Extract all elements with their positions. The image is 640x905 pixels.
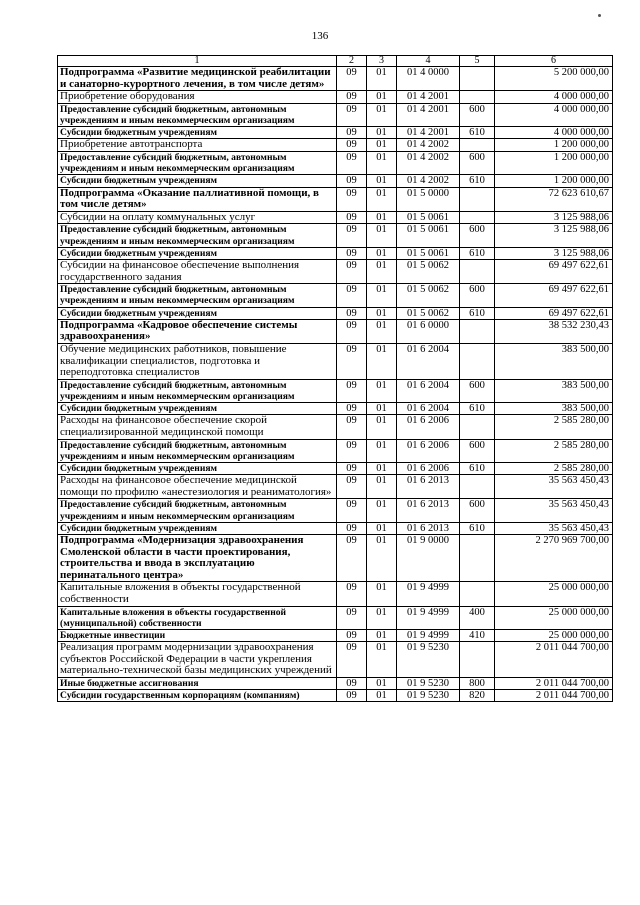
subsection-cell: 01 bbox=[367, 629, 397, 641]
target-code-cell: 01 6 2013 bbox=[397, 499, 460, 522]
description-cell: Субсидии бюджетным учреждениям bbox=[58, 522, 337, 534]
table-row bbox=[58, 103, 613, 126]
section-cell: 09 bbox=[337, 629, 367, 641]
expense-type-cell: 820 bbox=[460, 690, 495, 702]
subsection-cell: 01 bbox=[367, 499, 397, 522]
amount-cell: 38 532 230,43 bbox=[495, 319, 613, 343]
table-body bbox=[58, 67, 613, 702]
table-row bbox=[58, 606, 613, 629]
expense-type-cell bbox=[460, 319, 495, 343]
section-cell: 09 bbox=[337, 606, 367, 629]
target-code-cell: 01 5 0061 bbox=[397, 247, 460, 259]
description-cell: Субсидии бюджетным учреждениям bbox=[58, 403, 337, 415]
target-code-cell: 01 9 4999 bbox=[397, 606, 460, 629]
description-cell: Субсидии государственным корпорациям (компаниям) bbox=[58, 690, 337, 702]
description-cell: Подпрограмма «Кадровое обеспечение системы здравоохранения» bbox=[58, 319, 337, 343]
description-cell: Бюджетные инвестиции bbox=[58, 629, 337, 641]
budget-table bbox=[57, 55, 613, 702]
table-row bbox=[58, 499, 613, 522]
section-cell: 09 bbox=[337, 187, 367, 211]
target-code-cell: 01 9 4999 bbox=[397, 629, 460, 641]
subsection-cell: 01 bbox=[367, 522, 397, 534]
table-row bbox=[58, 175, 613, 187]
expense-type-cell: 600 bbox=[460, 499, 495, 522]
target-code-cell: 01 5 0062 bbox=[397, 259, 460, 283]
expense-type-cell bbox=[460, 582, 495, 606]
target-code-cell: 01 9 5230 bbox=[397, 677, 460, 689]
table-row bbox=[58, 187, 613, 211]
subsection-cell: 01 bbox=[367, 151, 397, 174]
target-code-cell: 01 4 2002 bbox=[397, 151, 460, 174]
amount-cell: 1 200 000,00 bbox=[495, 139, 613, 152]
amount-cell: 3 125 988,06 bbox=[495, 247, 613, 259]
amount-cell: 4 000 000,00 bbox=[495, 91, 613, 104]
section-cell: 09 bbox=[337, 103, 367, 126]
table-row bbox=[58, 582, 613, 606]
description-cell: Субсидии бюджетным учреждениям bbox=[58, 247, 337, 259]
section-cell: 09 bbox=[337, 415, 367, 439]
amount-cell: 35 563 450,43 bbox=[495, 522, 613, 534]
subsection-cell: 01 bbox=[367, 403, 397, 415]
amount-cell: 3 125 988,06 bbox=[495, 224, 613, 247]
target-code-cell: 01 6 2004 bbox=[397, 403, 460, 415]
description-cell: Предоставление субсидий бюджетным, автономным учреждениям и иным некоммерческим организациям bbox=[58, 284, 337, 307]
amount-cell: 383 500,00 bbox=[495, 403, 613, 415]
section-cell: 09 bbox=[337, 642, 367, 678]
target-code-cell: 01 6 0000 bbox=[397, 319, 460, 343]
subsection-cell: 01 bbox=[367, 475, 397, 499]
header-cell-5: 5 bbox=[460, 56, 495, 67]
table-row bbox=[58, 67, 613, 91]
amount-cell: 383 500,00 bbox=[495, 343, 613, 379]
section-cell: 09 bbox=[337, 439, 367, 462]
expense-type-cell: 600 bbox=[460, 224, 495, 247]
table-row bbox=[58, 629, 613, 641]
target-code-cell: 01 6 2006 bbox=[397, 415, 460, 439]
amount-cell: 2 011 044 700,00 bbox=[495, 690, 613, 702]
subsection-cell: 01 bbox=[367, 343, 397, 379]
subsection-cell: 01 bbox=[367, 259, 397, 283]
table-row bbox=[58, 439, 613, 462]
amount-cell: 5 200 000,00 bbox=[495, 67, 613, 91]
page-number: 136 bbox=[311, 30, 329, 42]
amount-cell: 72 623 610,67 bbox=[495, 187, 613, 211]
table-row bbox=[58, 307, 613, 319]
subsection-cell: 01 bbox=[367, 642, 397, 678]
amount-cell: 69 497 622,61 bbox=[495, 259, 613, 283]
expense-type-cell bbox=[460, 187, 495, 211]
expense-type-cell: 610 bbox=[460, 462, 495, 474]
amount-cell: 35 563 450,43 bbox=[495, 475, 613, 499]
description-cell: Субсидии на финансовое обеспечение выполнения государственного задания bbox=[58, 259, 337, 283]
subsection-cell: 01 bbox=[367, 319, 397, 343]
amount-cell: 69 497 622,61 bbox=[495, 307, 613, 319]
expense-type-cell: 610 bbox=[460, 175, 495, 187]
subsection-cell: 01 bbox=[367, 606, 397, 629]
table-row bbox=[58, 677, 613, 689]
amount-cell: 25 000 000,00 bbox=[495, 606, 613, 629]
table-row bbox=[58, 151, 613, 174]
section-cell: 09 bbox=[337, 690, 367, 702]
target-code-cell: 01 4 0000 bbox=[397, 67, 460, 91]
description-cell: Субсидии бюджетным учреждениям bbox=[58, 175, 337, 187]
table-row bbox=[58, 139, 613, 152]
expense-type-cell bbox=[460, 91, 495, 104]
expense-type-cell bbox=[460, 139, 495, 152]
target-code-cell: 01 6 2006 bbox=[397, 462, 460, 474]
section-cell: 09 bbox=[337, 175, 367, 187]
amount-cell: 25 000 000,00 bbox=[495, 629, 613, 641]
section-cell: 09 bbox=[337, 247, 367, 259]
description-cell: Субсидии на оплату коммунальных услуг bbox=[58, 211, 337, 224]
table-row bbox=[58, 379, 613, 402]
description-cell: Иные бюджетные ассигнования bbox=[58, 677, 337, 689]
section-cell: 09 bbox=[337, 534, 367, 581]
target-code-cell: 01 4 2001 bbox=[397, 127, 460, 139]
expense-type-cell: 610 bbox=[460, 522, 495, 534]
description-cell: Предоставление субсидий бюджетным, автономным учреждениям и иным некоммерческим организациям bbox=[58, 151, 337, 174]
table-row bbox=[58, 343, 613, 379]
target-code-cell: 01 9 4999 bbox=[397, 582, 460, 606]
expense-type-cell: 610 bbox=[460, 247, 495, 259]
expense-type-cell bbox=[460, 343, 495, 379]
table-row bbox=[58, 91, 613, 104]
amount-cell: 69 497 622,61 bbox=[495, 284, 613, 307]
table-row bbox=[58, 284, 613, 307]
amount-cell: 3 125 988,06 bbox=[495, 211, 613, 224]
section-cell: 09 bbox=[337, 677, 367, 689]
table-row bbox=[58, 247, 613, 259]
target-code-cell: 01 5 0061 bbox=[397, 211, 460, 224]
header-cell-6: 6 bbox=[495, 56, 613, 67]
amount-cell: 383 500,00 bbox=[495, 379, 613, 402]
table-row bbox=[58, 403, 613, 415]
description-cell: Расходы на финансовое обеспечение медицинской помощи по профилю «анестезиология и реаниматология» bbox=[58, 475, 337, 499]
subsection-cell: 01 bbox=[367, 415, 397, 439]
amount-cell: 1 200 000,00 bbox=[495, 151, 613, 174]
expense-type-cell: 800 bbox=[460, 677, 495, 689]
target-code-cell: 01 9 5230 bbox=[397, 690, 460, 702]
subsection-cell: 01 bbox=[367, 307, 397, 319]
subsection-cell: 01 bbox=[367, 677, 397, 689]
amount-cell: 2 011 044 700,00 bbox=[495, 642, 613, 678]
target-code-cell: 01 4 2002 bbox=[397, 139, 460, 152]
amount-cell: 4 000 000,00 bbox=[495, 127, 613, 139]
description-cell: Предоставление субсидий бюджетным, автономным учреждениям и иным некоммерческим организациям bbox=[58, 224, 337, 247]
table-row bbox=[58, 127, 613, 139]
subsection-cell: 01 bbox=[367, 284, 397, 307]
section-cell: 09 bbox=[337, 67, 367, 91]
expense-type-cell: 610 bbox=[460, 127, 495, 139]
header-cell-2: 2 bbox=[337, 56, 367, 67]
header-cell-3: 3 bbox=[367, 56, 397, 67]
description-cell: Предоставление субсидий бюджетным, автономным учреждениям и иным некоммерческим организациям bbox=[58, 379, 337, 402]
amount-cell: 25 000 000,00 bbox=[495, 582, 613, 606]
table-row bbox=[58, 522, 613, 534]
expense-type-cell: 410 bbox=[460, 629, 495, 641]
section-cell: 09 bbox=[337, 462, 367, 474]
target-code-cell: 01 9 0000 bbox=[397, 534, 460, 581]
section-cell: 09 bbox=[337, 499, 367, 522]
description-cell: Предоставление субсидий бюджетным, автономным учреждениям и иным некоммерческим организациям bbox=[58, 439, 337, 462]
scan-speck bbox=[598, 14, 601, 17]
table-row bbox=[58, 259, 613, 283]
description-cell: Предоставление субсидий бюджетным, автономным учреждениям и иным некоммерческим организациям bbox=[58, 499, 337, 522]
amount-cell: 35 563 450,43 bbox=[495, 499, 613, 522]
section-cell: 09 bbox=[337, 91, 367, 104]
description-cell: Приобретение оборудования bbox=[58, 91, 337, 104]
description-cell: Субсидии бюджетным учреждениям bbox=[58, 307, 337, 319]
header-cell-4: 4 bbox=[397, 56, 460, 67]
section-cell: 09 bbox=[337, 319, 367, 343]
section-cell: 09 bbox=[337, 211, 367, 224]
section-cell: 09 bbox=[337, 139, 367, 152]
expense-type-cell: 600 bbox=[460, 439, 495, 462]
description-cell: Предоставление субсидий бюджетным, автономным учреждениям и иным некоммерческим организациям bbox=[58, 103, 337, 126]
section-cell: 09 bbox=[337, 475, 367, 499]
target-code-cell: 01 4 2001 bbox=[397, 103, 460, 126]
subsection-cell: 01 bbox=[367, 211, 397, 224]
target-code-cell: 01 6 2006 bbox=[397, 439, 460, 462]
subsection-cell: 01 bbox=[367, 127, 397, 139]
section-cell: 09 bbox=[337, 224, 367, 247]
expense-type-cell bbox=[460, 642, 495, 678]
expense-type-cell: 610 bbox=[460, 403, 495, 415]
expense-type-cell: 600 bbox=[460, 151, 495, 174]
target-code-cell: 01 4 2001 bbox=[397, 91, 460, 104]
expense-type-cell: 600 bbox=[460, 284, 495, 307]
description-cell: Капитальные вложения в объекты государственной собственности bbox=[58, 582, 337, 606]
expense-type-cell bbox=[460, 211, 495, 224]
expense-type-cell: 600 bbox=[460, 103, 495, 126]
subsection-cell: 01 bbox=[367, 247, 397, 259]
subsection-cell: 01 bbox=[367, 91, 397, 104]
header-row bbox=[58, 56, 613, 67]
table-row bbox=[58, 462, 613, 474]
target-code-cell: 01 6 2013 bbox=[397, 522, 460, 534]
amount-cell: 4 000 000,00 bbox=[495, 103, 613, 126]
table-row bbox=[58, 224, 613, 247]
expense-type-cell bbox=[460, 534, 495, 581]
target-code-cell: 01 9 5230 bbox=[397, 642, 460, 678]
amount-cell: 2 585 280,00 bbox=[495, 439, 613, 462]
target-code-cell: 01 6 2004 bbox=[397, 379, 460, 402]
expense-type-cell bbox=[460, 475, 495, 499]
section-cell: 09 bbox=[337, 343, 367, 379]
section-cell: 09 bbox=[337, 307, 367, 319]
description-cell: Расходы на финансовое обеспечение скорой специализированной медицинской помощи bbox=[58, 415, 337, 439]
description-cell: Подпрограмма «Развитие медицинской реабилитации и санаторно-курортного лечения, в том числе детям» bbox=[58, 67, 337, 91]
target-code-cell: 01 6 2004 bbox=[397, 343, 460, 379]
section-cell: 09 bbox=[337, 284, 367, 307]
amount-cell: 1 200 000,00 bbox=[495, 175, 613, 187]
description-cell: Обучение медицинских работников, повышение квалификации специалистов, подготовка и переподготовка специалистов bbox=[58, 343, 337, 379]
table-row bbox=[58, 642, 613, 678]
description-cell: Реализация программ модернизации здравоохранения субъектов Российской Федерации в части укрепления материально-технической базы медицинских учреждений bbox=[58, 642, 337, 678]
amount-cell: 2 270 969 700,00 bbox=[495, 534, 613, 581]
section-cell: 09 bbox=[337, 522, 367, 534]
table-row bbox=[58, 211, 613, 224]
section-cell: 09 bbox=[337, 151, 367, 174]
subsection-cell: 01 bbox=[367, 139, 397, 152]
expense-type-cell: 610 bbox=[460, 307, 495, 319]
description-cell: Субсидии бюджетным учреждениям bbox=[58, 462, 337, 474]
target-code-cell: 01 5 0000 bbox=[397, 187, 460, 211]
subsection-cell: 01 bbox=[367, 582, 397, 606]
amount-cell: 2 585 280,00 bbox=[495, 415, 613, 439]
amount-cell: 2 585 280,00 bbox=[495, 462, 613, 474]
subsection-cell: 01 bbox=[367, 379, 397, 402]
section-cell: 09 bbox=[337, 127, 367, 139]
subsection-cell: 01 bbox=[367, 103, 397, 126]
section-cell: 09 bbox=[337, 259, 367, 283]
section-cell: 09 bbox=[337, 403, 367, 415]
target-code-cell: 01 4 2002 bbox=[397, 175, 460, 187]
expense-type-cell bbox=[460, 259, 495, 283]
table-row bbox=[58, 690, 613, 702]
section-cell: 09 bbox=[337, 379, 367, 402]
target-code-cell: 01 5 0061 bbox=[397, 224, 460, 247]
target-code-cell: 01 6 2013 bbox=[397, 475, 460, 499]
amount-cell: 2 011 044 700,00 bbox=[495, 677, 613, 689]
subsection-cell: 01 bbox=[367, 187, 397, 211]
table-row bbox=[58, 415, 613, 439]
subsection-cell: 01 bbox=[367, 439, 397, 462]
table-row bbox=[58, 534, 613, 581]
description-cell: Субсидии бюджетным учреждениям bbox=[58, 127, 337, 139]
description-cell: Подпрограмма «Модернизация здравоохранения Смоленской области в части проектирования, строительства и ввода в эксплуатацию перинатального центра» bbox=[58, 534, 337, 581]
table-row bbox=[58, 319, 613, 343]
subsection-cell: 01 bbox=[367, 67, 397, 91]
target-code-cell: 01 5 0062 bbox=[397, 307, 460, 319]
subsection-cell: 01 bbox=[367, 175, 397, 187]
expense-type-cell: 400 bbox=[460, 606, 495, 629]
header-cell-1: 1 bbox=[58, 56, 337, 67]
section-cell: 09 bbox=[337, 582, 367, 606]
description-cell: Капитальные вложения в объекты государственной (муниципальной) собственности bbox=[58, 606, 337, 629]
target-code-cell: 01 5 0062 bbox=[397, 284, 460, 307]
expense-type-cell: 600 bbox=[460, 379, 495, 402]
expense-type-cell bbox=[460, 415, 495, 439]
description-cell: Приобретение автотранспорта bbox=[58, 139, 337, 152]
expense-type-cell bbox=[460, 67, 495, 91]
subsection-cell: 01 bbox=[367, 224, 397, 247]
subsection-cell: 01 bbox=[367, 462, 397, 474]
description-cell: Подпрограмма «Оказание паллиативной помощи, в том числе детям» bbox=[58, 187, 337, 211]
subsection-cell: 01 bbox=[367, 534, 397, 581]
table-row bbox=[58, 475, 613, 499]
subsection-cell: 01 bbox=[367, 690, 397, 702]
